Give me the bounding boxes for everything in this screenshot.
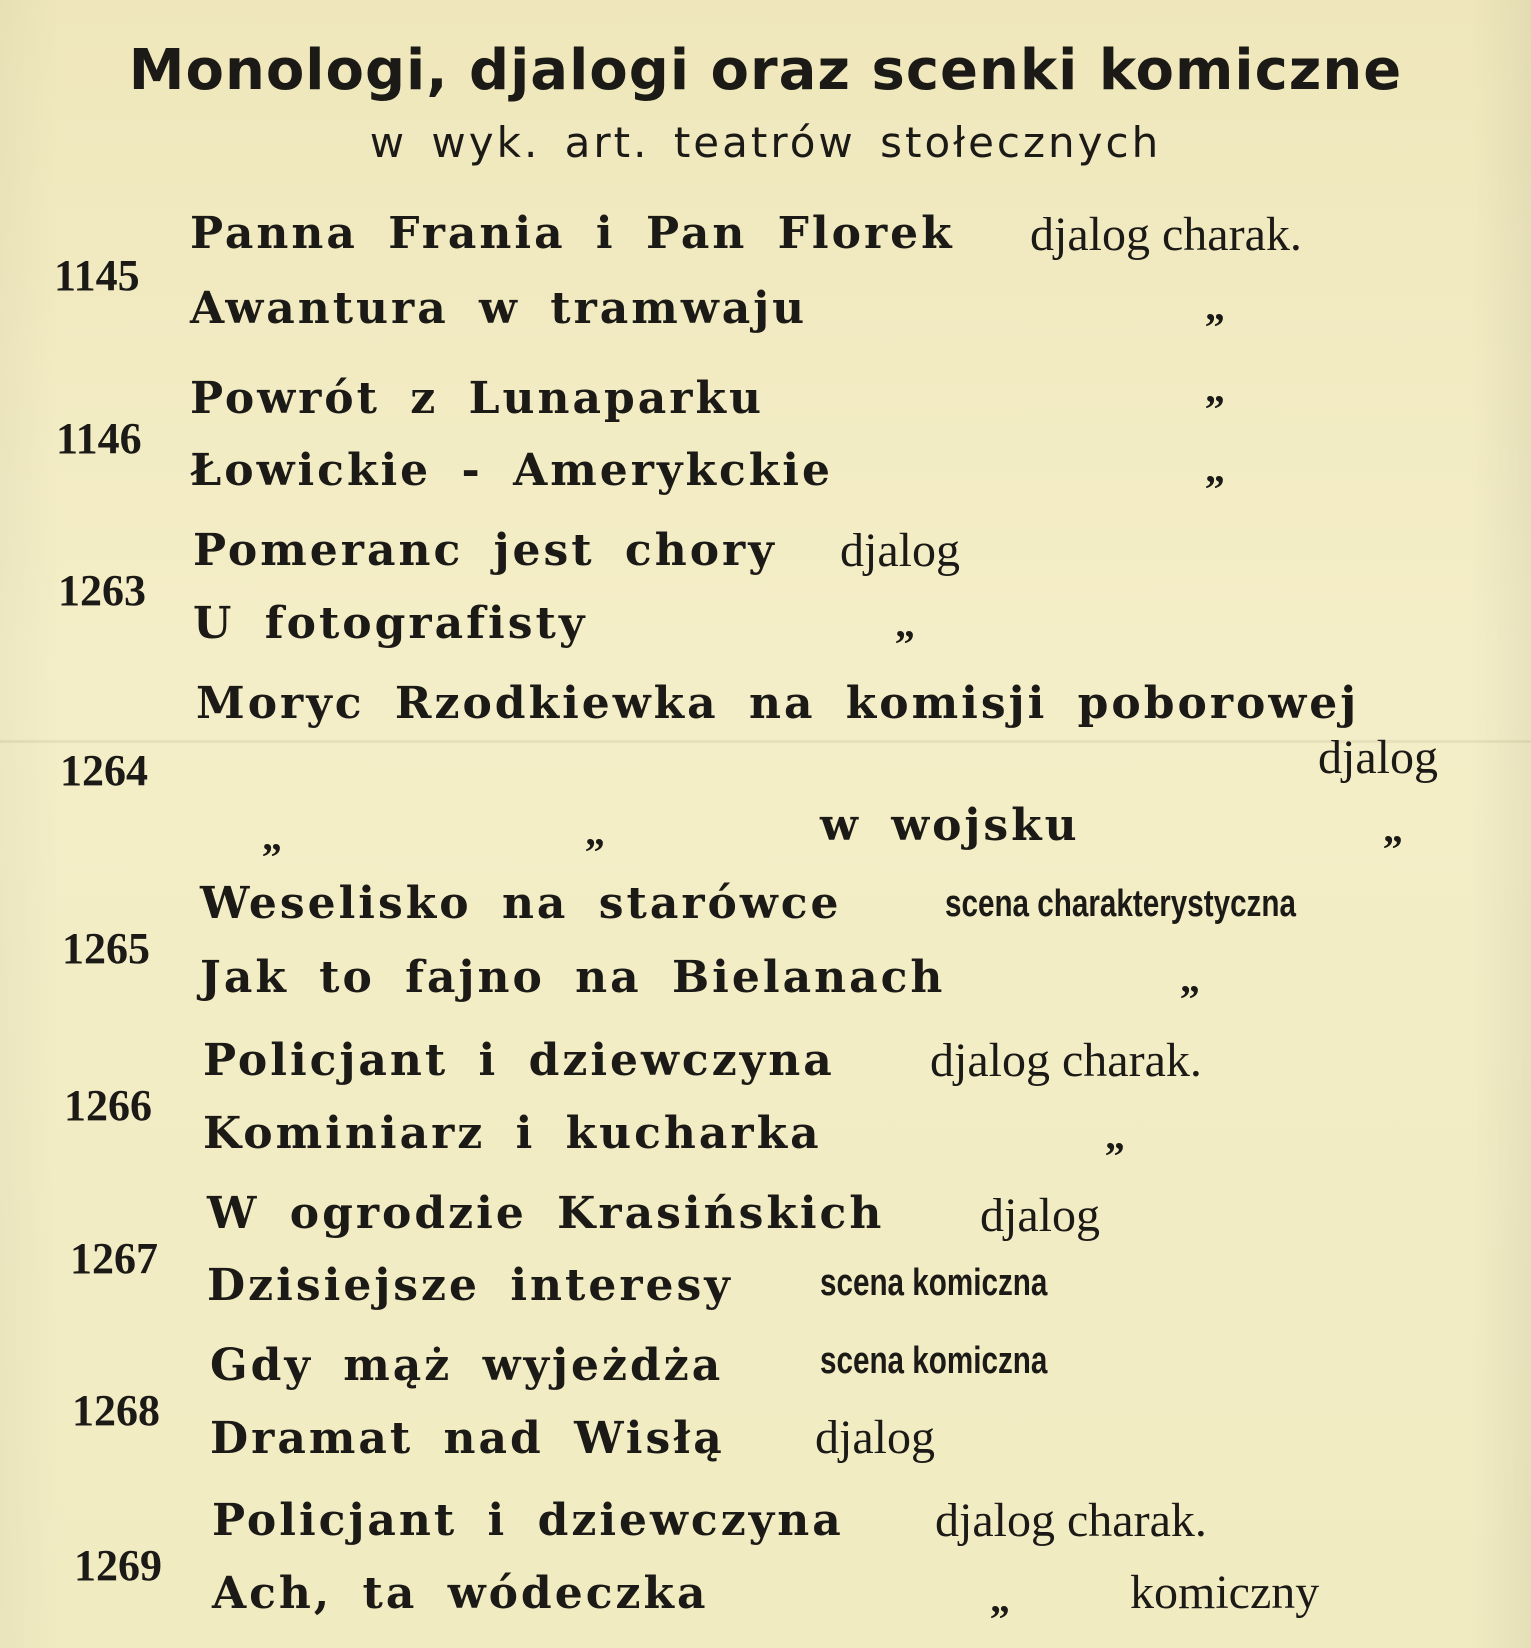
ditto-mark: „ [1205, 446, 1225, 491]
record-title: Moryc Rzodkiewka na komisji poborowej [196, 678, 1360, 729]
record-title: Kominiarz i kucharka [203, 1108, 822, 1159]
ditto-mark: „ [1180, 956, 1200, 1001]
ditto-mark: „ [262, 814, 282, 859]
ditto-mark: „ [1205, 366, 1225, 411]
record-title: w wojsku [820, 800, 1080, 851]
record-title: Dramat nad Wisłą [210, 1413, 725, 1464]
record-title: Powrót z Lunaparku [190, 373, 764, 424]
record-description: djalog charak. [1030, 208, 1302, 261]
record-description: djalog charak. [930, 1034, 1202, 1087]
record-title: Pomeranc jest chory [193, 525, 777, 576]
record-description: djalog charak. [935, 1494, 1207, 1547]
ditto-mark: „ [1105, 1113, 1125, 1158]
record-number: 1264 [60, 746, 148, 795]
record-number: 1145 [54, 251, 140, 300]
ditto-mark: „ [1383, 806, 1403, 851]
record-description: scena komiczna [820, 1262, 1048, 1304]
paper-fold [0, 740, 1531, 743]
ditto-mark: „ [895, 601, 915, 646]
ditto-mark: „ [990, 1576, 1010, 1621]
record-title: Jak to fajno na Bielanach [200, 952, 946, 1003]
record-title: Awantura w tramwaju [190, 283, 808, 334]
record-number: 1266 [64, 1081, 152, 1130]
record-title: Dzisiejsze interesy [207, 1260, 733, 1311]
record-number: 1263 [58, 566, 146, 615]
record-title: Policjant i dziewczyna [212, 1495, 844, 1546]
record-description: djalog [815, 1411, 935, 1464]
record-title: Panna Frania i Pan Florek [190, 208, 955, 259]
record-description: djalog [980, 1189, 1100, 1242]
record-description: djalog [840, 524, 960, 577]
record-title: Łowickie - Amerykckie [190, 445, 833, 496]
record-title: U fotografisty [193, 598, 588, 649]
ditto-mark: „ [1205, 284, 1225, 329]
record-title: Weselisko na starówce [200, 878, 842, 929]
ditto-mark: „ [585, 809, 605, 854]
page-subtitle: w wyk. art. teatrów stołecznych [369, 118, 1162, 167]
record-description: djalog [1318, 731, 1438, 784]
record-title: Policjant i dziewczyna [203, 1035, 835, 1086]
record-number: 1265 [62, 924, 150, 973]
record-title: Ach, ta wódeczka [212, 1568, 709, 1619]
record-title: Gdy mąż wyjeżdża [210, 1340, 724, 1391]
record-number: 1268 [72, 1386, 160, 1435]
record-description: scena komiczna [820, 1340, 1048, 1382]
record-description: komiczny [1130, 1566, 1320, 1619]
page-title: Monologi, djalogi oraz scenki komiczne [128, 38, 1403, 103]
record-number: 1146 [56, 414, 142, 463]
record-number: 1269 [74, 1541, 162, 1590]
record-title: W ogrodzie Krasińskich [207, 1188, 885, 1239]
record-number: 1267 [70, 1234, 158, 1283]
record-description: scena charakterystyczna [945, 883, 1296, 925]
